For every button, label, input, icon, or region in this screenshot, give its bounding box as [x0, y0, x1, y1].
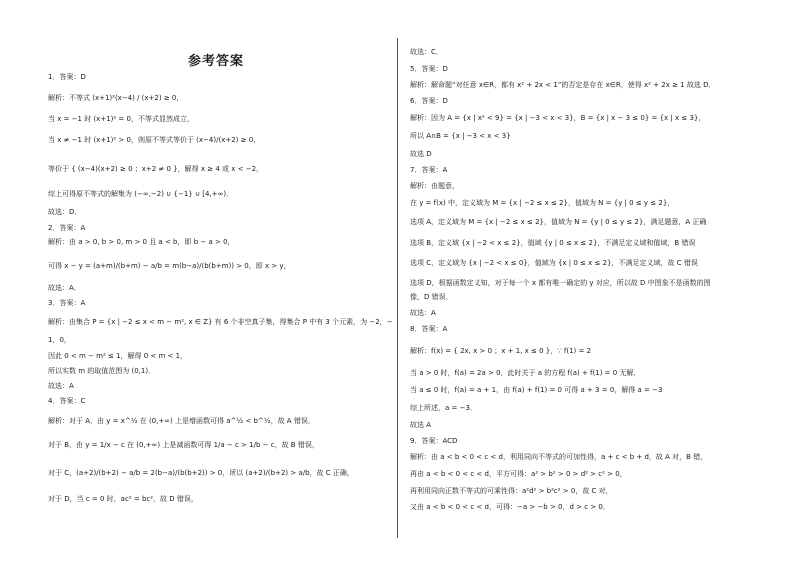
answer-line: 6．答案：D	[410, 97, 448, 105]
answer-line: 当 a ≤ 0 时，f(a) = a + 1，由 f(a) + f(1) = 0 可得 a + 3 = 0，解得 a = −3	[410, 386, 663, 394]
answer-line: 4．答案：C	[48, 397, 86, 405]
answer-line: 解析：f(x) = { 2x, x > 0 ；x + 1, x ≤ 0 }，∵ f(1) = 2	[410, 347, 592, 355]
answer-line: 故选：A．	[48, 284, 81, 292]
answer-line: 选项 C，定义域为 {x | −2 < x ≤ 0}，值域为 {x | 0 ≤ x ≤ 2}，不满足定义域，故 C 错误	[410, 259, 698, 267]
answer-line: 9．答案：ACD	[410, 437, 458, 445]
answer-line: 故选 D	[410, 150, 432, 158]
answer-line: 所以实数 m 的取值范围为 (0,1)．	[48, 367, 156, 375]
answer-line: 选项 A，定义域为 M = {x | −2 ≤ x ≤ 2}，值域为 N = {y | 0 ≤ y ≤ 2}，满足题意，A 正确	[410, 218, 707, 226]
answer-line: 综上所述，a = −3．	[410, 404, 477, 412]
answer-line: 因此 0 < m − m² ≤ 1，解得 0 < m < 1，	[48, 352, 188, 360]
answer-line: 故选：C．	[410, 48, 443, 56]
answer-line: 再利用同向正数不等式的可乘性得：a²d² > b²c² > 0，故 C 对，	[410, 487, 613, 495]
answer-line: 8．答案：A	[410, 325, 448, 333]
answer-line: 解析：因为 A = {x | x² < 9} = {x | −3 < x < 3}，B = {x | x − 3 ≤ 0} = {x | x ≤ 3}，	[410, 114, 706, 122]
page-title: 参考答案	[188, 54, 245, 69]
answer-line: 综上可得原不等式的解集为 (−∞,−2) ∪ {−1} ∪ [4,+∞)．	[48, 190, 234, 198]
answer-line: 对于 D，当 c = 0 时，ac² = bc²，故 D 错误，	[48, 495, 198, 503]
answer-line: 故选 A	[410, 421, 432, 429]
answer-line: 又由 a < b < 0 < c < d，可得：−a > −b > 0，d > c > 0．	[410, 503, 610, 511]
answer-line: 对于 B，由 y = 1/x − c 在 (0,+∞) 上是减函数可得 1/a − c > 1/b − c，故 B 错误，	[48, 441, 319, 449]
answer-line: 2．答案：A	[48, 224, 86, 232]
answer-line: 在 y = f(x) 中，定义域为 M = {x | −2 ≤ x ≤ 2}，值域为 N = {y | 0 ≤ y ≤ 2}，	[410, 199, 675, 207]
answer-line: 对于 C，(a+2)/(b+2) − a/b = 2(b−a)/(b(b+2)) > 0，所以 (a+2)/(b+2) > a/b，故 C 正确，	[48, 469, 354, 477]
answer-line: 1．答案：D	[48, 73, 86, 81]
answer-line: 选项 B，定义域 {x | −2 < x ≤ 2}，值域 {y | 0 ≤ x ≤ 2}，不满足定义域和值域，B 错误	[410, 239, 696, 247]
answer-line: 7．答案：A	[410, 166, 448, 174]
answer-line: 故选：D．	[48, 208, 82, 216]
answer-line: 解析：由 a < b < 0 < c < d，利用同向不等式的可加性得，a + c < b + d，故 A 对，B 错，	[410, 453, 708, 461]
answer-line: 可得 x − y = (a+m)/(b+m) − a/b = m(b−a)/(b(b+m)) > 0，即 x > y，	[48, 262, 291, 270]
answer-line: 解析：由集合 P = {x | −2 ≤ x < m − m², x ∈ Z} 有 6 个非空真子集，得集合 P 中有 3 个元素，为 −2，−	[48, 318, 393, 326]
answer-line: 解析：不等式 (x+1)²(x−4) / (x+2) ≥ 0，	[48, 94, 184, 102]
answer-line: 故选：A	[48, 382, 74, 390]
answer-line: 3．答案：A	[48, 299, 86, 307]
answer-line: 等价于 { (x−4)(x+2) ≥ 0 ；x+2 ≠ 0 }，解得 x ≥ 4 或 x < −2，	[48, 165, 264, 173]
answer-line: 解析：由题意，	[410, 182, 459, 190]
answer-line: 当 x ≠ −1 时 (x+1)² > 0，则原不等式等价于 (x−4)/(x+2) ≥ 0，	[48, 136, 261, 144]
answer-line: 5．答案：D	[410, 65, 448, 73]
answer-line: 所以 A∩B = {x | −3 < x < 3}	[410, 132, 511, 140]
answer-line: 当 x = −1 时 (x+1)² = 0，不等式显然成立，	[48, 115, 194, 123]
answer-line: 再由 a < b < 0 < c < d，平方可得：a² > b² > 0 > d² > c² > 0，	[410, 470, 627, 478]
answer-line: 解析：解命题“对任意 x∈R，都有 x² + 2x < 1”的否定是存在 x∈R，使得 x² + 2x ≥ 1 故选 D．	[410, 81, 716, 89]
answer-line: 1，0，	[48, 336, 71, 344]
answer-line: 选项 D，根据函数定义知，对于每一个 x 都有唯一确定的 y 对应，所以故 D 中图象不是函数的图	[410, 279, 711, 287]
answer-line: 故选：A	[410, 309, 436, 317]
answer-line: 解析：由 a > 0, b > 0, m > 0 且 a < b，即 b − a > 0，	[48, 238, 235, 246]
right-column	[398, 0, 794, 562]
answer-line: 当 a > 0 时，f(a) = 2a > 0，此时关于 a 的方程 f(a) + f(1) = 0 无解，	[410, 369, 641, 377]
answer-line: 解析：对于 A，由 y = x^½ 在 (0,+∞) 上是增函数可得 a^½ < b^½，故 A 错误，	[48, 417, 315, 425]
answer-line: 像，D 错误．	[410, 293, 453, 301]
